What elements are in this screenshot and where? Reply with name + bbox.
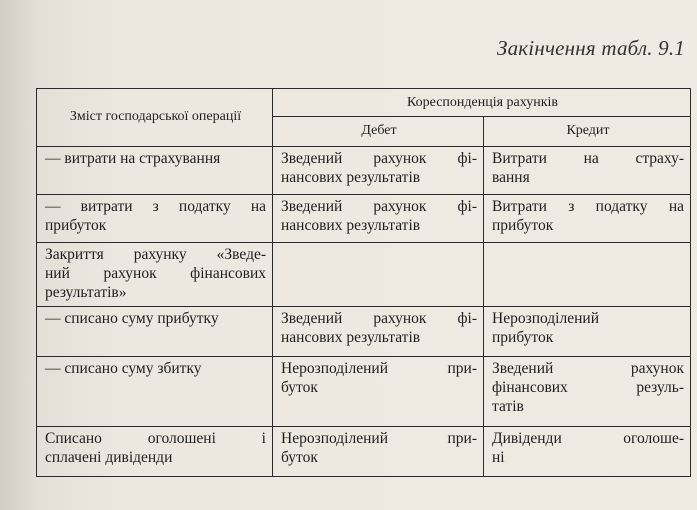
cell-line: Витрати з податку на [492,198,684,215]
cell-line: Закриття рахунку «Зведе- [45,246,266,263]
cell-line: Списано оголошені і [45,430,266,447]
header-correspondence: Кореспонденція рахунків [273,89,691,117]
cell-debit [273,357,484,427]
table-row [37,427,691,477]
cell-line: прибуток [45,217,107,234]
cell-line: — витрати на страхування [45,150,221,167]
cell-line: ний рахунок фінансових [45,265,266,282]
cell-line: Зведений рахунок фі- [281,150,477,167]
cell-line: нансових результатів [281,329,421,346]
operations-table [36,88,691,477]
cell-credit [484,307,691,357]
cell-line: Нерозподілений при- [281,360,477,377]
cell-credit [484,147,691,195]
cell-debit [273,307,484,357]
cell-content [37,307,273,357]
table-caption: Закінчення табл. 9.1 [496,36,685,60]
cell-content [37,195,273,243]
cell-line: нансових результатів [281,217,421,234]
cell-line: ні [492,449,505,466]
cell-line: Зведений рахунок фі- [281,310,477,327]
cell-line: нансових результатів [281,169,421,186]
table-row [37,357,691,427]
cell-content [37,427,273,477]
header-debit: Дебет [273,117,484,147]
cell-line: Нерозподілений [492,310,599,327]
cell-line: результатів» [45,284,127,301]
table-row [37,195,691,243]
cell-line: Зведений рахунок фі- [281,198,477,215]
cell-line: фінансових резуль- [492,379,684,396]
table-row [37,307,691,357]
cell-line: прибуток [492,217,554,234]
cell-debit [273,243,484,307]
cell-line: сплачені дивіденди [45,449,173,466]
cell-line: Зведений рахунок [492,360,684,377]
header-credit: Кредит [484,117,691,147]
header-content: Зміст господарської операції [37,89,273,147]
cell-credit [484,427,691,477]
cell-line: — списано суму прибутку [45,310,219,327]
cell-line: буток [281,449,318,466]
cell-line: — списано суму збитку [45,360,202,377]
cell-line: Витрати на страху- [492,150,684,167]
cell-content [37,147,273,195]
cell-debit [273,147,484,195]
cell-credit [484,195,691,243]
cell-content [37,357,273,427]
table-row [37,243,691,307]
cell-line: татів [492,398,524,415]
cell-line: буток [281,379,318,396]
table-row [37,147,691,195]
cell-debit [273,427,484,477]
cell-credit [484,357,691,427]
cell-line: Нерозподілений при- [281,430,477,447]
cell-credit [484,243,691,307]
cell-debit [273,195,484,243]
cell-line: — витрати з податку на [45,198,266,215]
cell-line: Дивіденди оголоше- [492,430,684,447]
cell-line: прибуток [492,329,554,346]
cell-content [37,243,273,307]
cell-line: вання [492,169,530,186]
